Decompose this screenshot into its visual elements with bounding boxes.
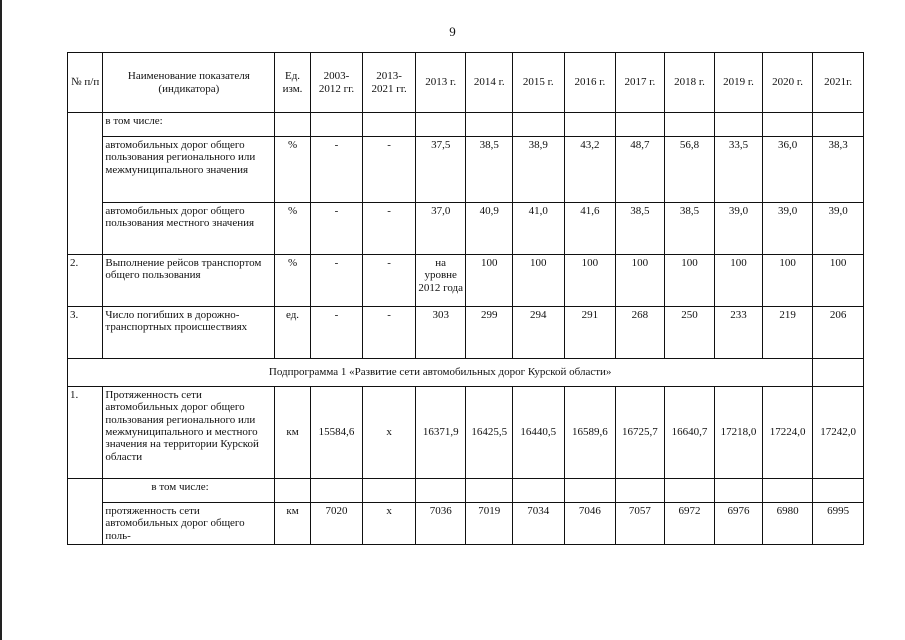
cell-value xyxy=(512,479,564,503)
header-2021: 2021г. xyxy=(813,53,864,113)
cell-value: 56,8 xyxy=(664,137,715,203)
header-2016: 2016 г. xyxy=(564,53,616,113)
cell-value xyxy=(466,113,513,137)
cell-value: 38,5 xyxy=(466,137,513,203)
row-unit: % xyxy=(275,255,310,307)
cell-value: 16725,7 xyxy=(616,387,665,479)
cell-value: - xyxy=(310,137,363,203)
row-num: 2. xyxy=(68,255,103,307)
cell-value: 7046 xyxy=(564,503,616,545)
cell-value: 6980 xyxy=(762,503,813,545)
cell-value xyxy=(564,113,616,137)
cell-value: - xyxy=(310,203,363,255)
row-unit xyxy=(275,113,310,137)
cell-value: 291 xyxy=(564,307,616,359)
row-name: Число погибших в дорожно-транспортных происшествиях xyxy=(103,307,275,359)
cell-value: 40,9 xyxy=(466,203,513,255)
cell-value: 36,0 xyxy=(762,137,813,203)
cell-value: 6995 xyxy=(813,503,864,545)
cell-value xyxy=(564,479,616,503)
row-unit: % xyxy=(275,203,310,255)
cell-value: 17224,0 xyxy=(762,387,813,479)
cell-value: 16440,5 xyxy=(512,387,564,479)
header-unit: Ед. изм. xyxy=(275,53,310,113)
cell-value xyxy=(762,479,813,503)
header-2015: 2015 г. xyxy=(512,53,564,113)
cell-value xyxy=(813,479,864,503)
indicators-table xyxy=(67,52,864,545)
cell-value: 48,7 xyxy=(616,137,665,203)
cell-value xyxy=(715,479,763,503)
cell-value: 6976 xyxy=(715,503,763,545)
cell-value: 7034 xyxy=(512,503,564,545)
header-name: Наименование показателя (индикатора) xyxy=(103,53,275,113)
cell-value: 37,0 xyxy=(415,203,466,255)
cell-value xyxy=(664,113,715,137)
cell-value: 100 xyxy=(466,255,513,307)
cell-value: 15584,6 xyxy=(310,387,363,479)
cell-value xyxy=(512,113,564,137)
subprogram-title: Подпрограмма 1 «Развитие сети автомобильных дорог Курской области» xyxy=(68,359,813,387)
cell-value: 7020 xyxy=(310,503,363,545)
cell-value xyxy=(616,113,665,137)
row-unit: ед. xyxy=(275,307,310,359)
cell-value xyxy=(466,479,513,503)
cell-value: 39,0 xyxy=(762,203,813,255)
table-row xyxy=(68,137,864,203)
cell-value: 38,5 xyxy=(664,203,715,255)
row-name: Выполнение рейсов транспортом общего пользования xyxy=(103,255,275,307)
cell-value: 299 xyxy=(466,307,513,359)
page-left-border xyxy=(0,0,2,640)
cell-value: 100 xyxy=(564,255,616,307)
cell-value: - xyxy=(363,255,416,307)
subprogram-row xyxy=(68,359,864,387)
cell-value: 7019 xyxy=(466,503,513,545)
cell-value xyxy=(363,479,416,503)
cell-value: 100 xyxy=(762,255,813,307)
cell-value: 16371,9 xyxy=(415,387,466,479)
empty-cell xyxy=(813,359,864,387)
table-row xyxy=(68,255,864,307)
row-num xyxy=(68,479,103,545)
cell-value: х xyxy=(363,503,416,545)
row-unit: км xyxy=(275,387,310,479)
cell-value xyxy=(762,113,813,137)
cell-value xyxy=(363,113,416,137)
cell-value: 39,0 xyxy=(813,203,864,255)
row-unit: % xyxy=(275,137,310,203)
row-num xyxy=(68,113,103,255)
cell-value: на уровне 2012 года xyxy=(415,255,466,307)
cell-value: 38,9 xyxy=(512,137,564,203)
header-period-2003-2012: 2003-2012 гг. xyxy=(310,53,363,113)
cell-value: 268 xyxy=(616,307,665,359)
header-period-2013-2021: 2013-2021 гг. xyxy=(363,53,416,113)
cell-value: 7057 xyxy=(616,503,665,545)
cell-value xyxy=(813,113,864,137)
cell-value: 43,2 xyxy=(564,137,616,203)
row-unit xyxy=(275,479,310,503)
cell-value xyxy=(715,113,763,137)
header-2020: 2020 г. xyxy=(762,53,813,113)
cell-value: 100 xyxy=(813,255,864,307)
table-header-row xyxy=(68,53,864,113)
cell-value: 219 xyxy=(762,307,813,359)
row-name: в том числе: xyxy=(103,113,275,137)
page-number: 9 xyxy=(449,24,456,39)
cell-value: 233 xyxy=(715,307,763,359)
cell-value: 100 xyxy=(715,255,763,307)
header-num: № п/п xyxy=(68,53,103,113)
cell-value: 7036 xyxy=(415,503,466,545)
cell-value: 39,0 xyxy=(715,203,763,255)
cell-value: 37,5 xyxy=(415,137,466,203)
cell-value: 33,5 xyxy=(715,137,763,203)
cell-value: 100 xyxy=(664,255,715,307)
cell-value: 303 xyxy=(415,307,466,359)
table-row xyxy=(68,307,864,359)
header-2019: 2019 г. xyxy=(715,53,763,113)
cell-value: 17218,0 xyxy=(715,387,763,479)
row-num: 1. xyxy=(68,387,103,479)
row-name: протяженность сети автомобильных дорог общего поль- xyxy=(103,503,275,545)
header-2017: 2017 г. xyxy=(616,53,665,113)
table-row xyxy=(68,113,864,137)
cell-value: х xyxy=(363,387,416,479)
table-row xyxy=(68,387,864,479)
header-2014: 2014 г. xyxy=(466,53,513,113)
cell-value: 16589,6 xyxy=(564,387,616,479)
cell-value: 6972 xyxy=(664,503,715,545)
cell-value: 41,0 xyxy=(512,203,564,255)
table-row xyxy=(68,479,864,503)
cell-value: 250 xyxy=(664,307,715,359)
cell-value: 100 xyxy=(512,255,564,307)
header-2013: 2013 г. xyxy=(415,53,466,113)
cell-value: - xyxy=(310,255,363,307)
row-name: Протяженность сети автомобильных дорог общего пользования регионального или межмуниципального и местного значения на территории Курской области xyxy=(103,387,275,479)
cell-value: 38,3 xyxy=(813,137,864,203)
row-name: автомобильных дорог общего пользования местного значения xyxy=(103,203,275,255)
cell-value: 41,6 xyxy=(564,203,616,255)
row-unit: км xyxy=(275,503,310,545)
cell-value xyxy=(310,479,363,503)
cell-value xyxy=(616,479,665,503)
cell-value: - xyxy=(363,307,416,359)
cell-value: - xyxy=(363,203,416,255)
cell-value: 294 xyxy=(512,307,564,359)
table-row xyxy=(68,503,864,545)
table-row xyxy=(68,203,864,255)
cell-value: 206 xyxy=(813,307,864,359)
row-name: в том числе: xyxy=(103,479,275,503)
cell-value xyxy=(415,479,466,503)
cell-value xyxy=(415,113,466,137)
cell-value: - xyxy=(310,307,363,359)
cell-value: 16640,7 xyxy=(664,387,715,479)
row-num: 3. xyxy=(68,307,103,359)
cell-value: 17242,0 xyxy=(813,387,864,479)
row-name: автомобильных дорог общего пользования регионального или межмуниципального значения xyxy=(103,137,275,203)
cell-value: 16425,5 xyxy=(466,387,513,479)
header-2018: 2018 г. xyxy=(664,53,715,113)
cell-value: 38,5 xyxy=(616,203,665,255)
cell-value: 100 xyxy=(616,255,665,307)
cell-value xyxy=(310,113,363,137)
cell-value xyxy=(664,479,715,503)
cell-value: - xyxy=(363,137,416,203)
